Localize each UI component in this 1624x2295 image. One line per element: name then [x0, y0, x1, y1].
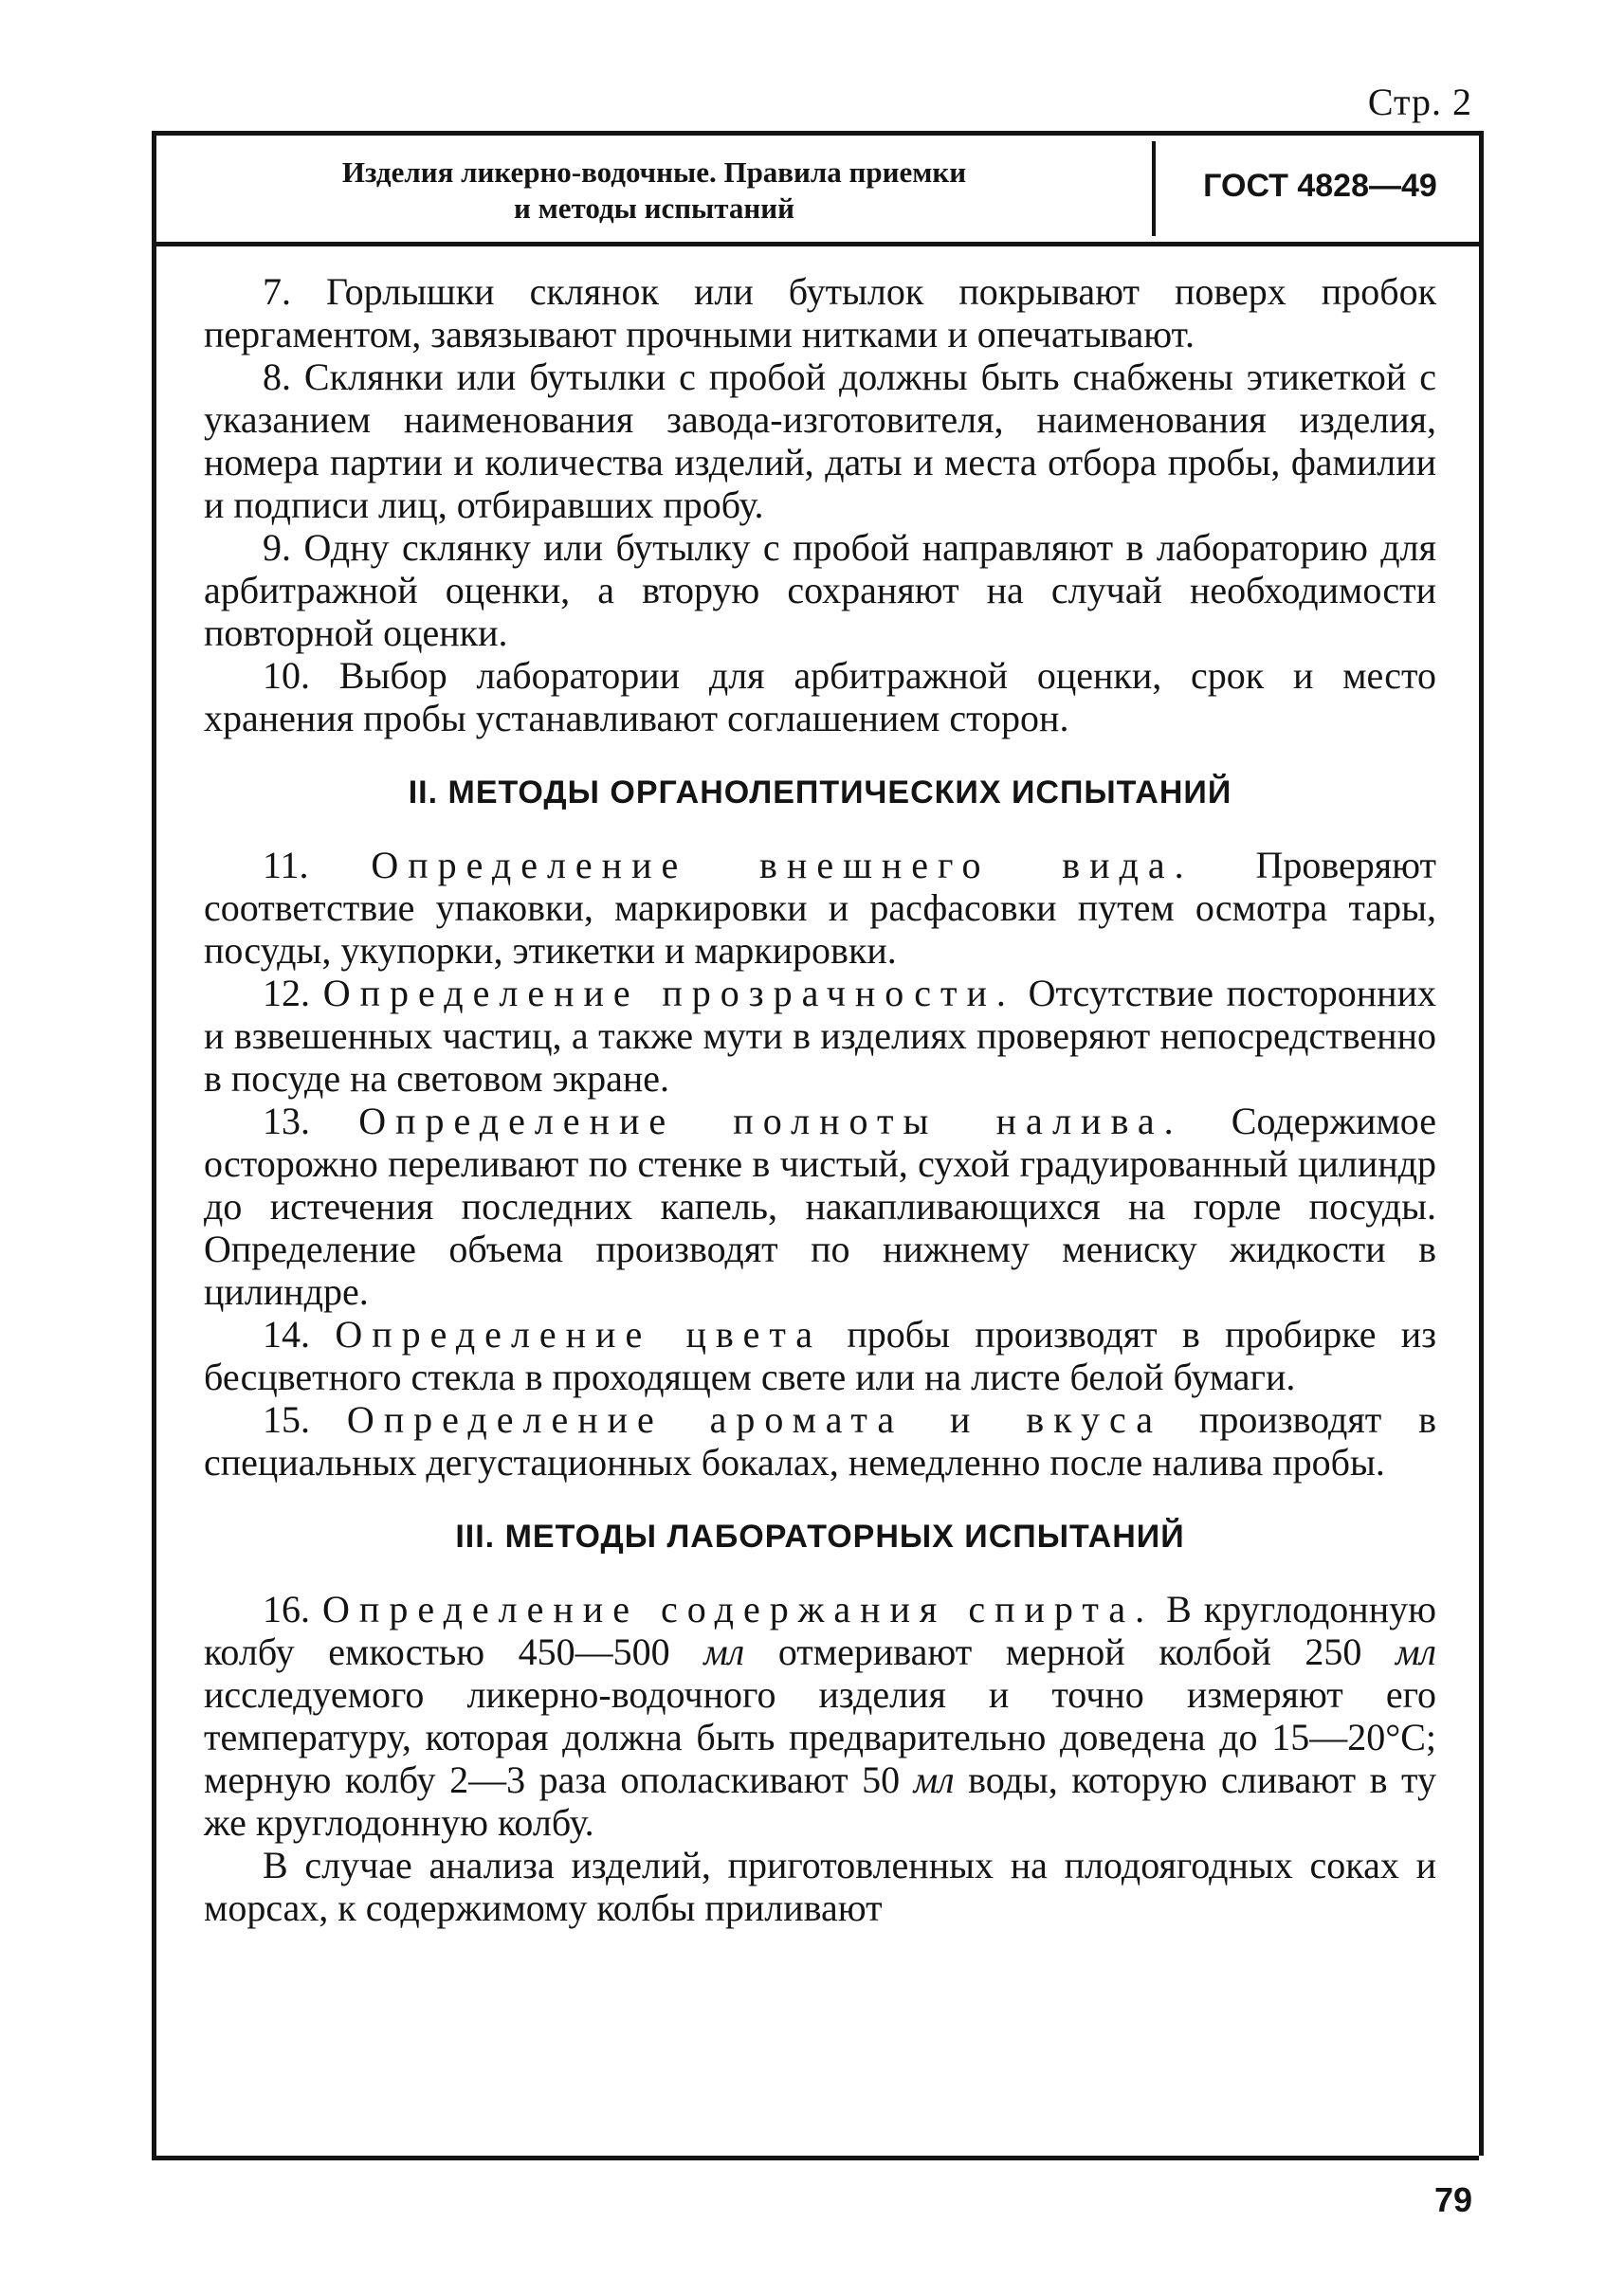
- paragraph-10: 10. Выбор лаборатории для арбитражной оценки, срок и место хранения пробы устанавливают соглашением сторон.: [204, 654, 1436, 739]
- paragraph-text: исследуемого ликерно-водочного изделия и точно измеряют его температуру, которая должна быть предварительно доведена до 15—20°С; мерную колбу 2—3 раза ополаскивают 50: [204, 1673, 1436, 1801]
- unit-ml: мл: [703, 1630, 745, 1673]
- paragraph-text: воды, которую сливают в ту же круглодонную колбу.: [204, 1758, 1437, 1844]
- paragraph-16: [204, 1588, 1436, 1844]
- paragraph-text: производят в специальных дегустационных бокалах, немедленно после налива пробы.: [204, 1398, 1436, 1484]
- paragraph-number: 16.: [263, 1588, 310, 1630]
- paragraph-13: [204, 1100, 1436, 1313]
- page-number: 79: [1433, 2180, 1472, 2219]
- paragraph-number: 11.: [263, 844, 309, 886]
- paragraph-text: Проверяют соответствие упаковки, маркировки и расфасовки путем осмотра тары, посуды, укупорки, этикетки и маркировки.: [204, 844, 1437, 972]
- paragraph-number: 14.: [263, 1313, 310, 1356]
- unit-ml: мл: [1396, 1630, 1436, 1673]
- unit-ml: мл: [913, 1758, 955, 1801]
- page-label: Стр. 2: [1367, 81, 1472, 123]
- paragraph-15: [204, 1398, 1436, 1484]
- paragraph-number: 13.: [263, 1100, 310, 1142]
- page-frame: [152, 131, 1484, 2156]
- paragraph-title: Определение прозрачности.: [322, 972, 1015, 1014]
- paragraph-number: 12.: [263, 972, 310, 1014]
- section-heading-laboratory: III. МЕТОДЫ ЛАБОРАТОРНЫХ ИСПЫТАНИЙ: [455, 1519, 1185, 1555]
- paragraph-8: 8. Склянки или бутылки с пробой должны быть снабжены этикеткой с указанием наименования завода-изготовителя, наименования изделия, номера партии и количества изделий, даты и места отбора пробы, фамилии и подписи лиц, отбиравших пробу.: [204, 355, 1436, 526]
- header-title-line1: Изделия ликерно-водочные. Правила приемки: [341, 155, 967, 189]
- header-title-line2: и методы испытаний: [514, 191, 794, 225]
- standard-code: ГОСТ 4828—49: [1203, 168, 1437, 204]
- paragraph-text: Содержимое осторожно переливают по стенке в чистый, сухой градуированный цилиндр до истечения последних капель, накапливающихся на горле посуды. Определение объема производят по нижнему мениску жидкости в цилиндре.: [204, 1100, 1437, 1313]
- paragraph-7: 7. Горлышки склянок или бутылок покрывают поверх пробок пергаментом, завязывают прочными нитками и опечатывают.: [204, 270, 1436, 355]
- paragraph-9: 9. Одну склянку или бутылку с пробой направляют в лабораторию для арбитражной оценки, а вторую сохраняют на случай необходимости повторной оценки.: [204, 526, 1436, 654]
- paragraph-text: пробы производят в пробирке из бесцветного стекла в проходящем свете или на листе белой бумаги.: [204, 1313, 1436, 1398]
- paragraph-number: 15.: [263, 1398, 310, 1441]
- paragraph-title: Определение цвета: [335, 1313, 823, 1356]
- paragraph-11: [204, 844, 1436, 972]
- paragraph-text: В круглодонную колбу емкостью 450—500: [204, 1588, 1437, 1673]
- paragraph-continued: В случае анализа изделий, приготовленных на плодоягодных соках и морсах, к содержимому колбы приливают: [204, 1844, 1436, 1929]
- paragraph-title: Определение содержания спирта.: [322, 1588, 1155, 1630]
- header-divider: [1152, 141, 1156, 236]
- document-body: [204, 270, 1436, 1929]
- paragraph-text: отмеривают мерной колбой 250: [744, 1630, 1396, 1673]
- paragraph-title: Определение полноты налива.: [358, 1100, 1183, 1142]
- document-header: [156, 131, 1479, 246]
- paragraph-title: Определение аромата и вкуса: [346, 1398, 1163, 1441]
- footer-rule: [152, 2156, 1479, 2160]
- paragraph-text: Отсутствие посторонних и взвешенных частиц, а также мути в изделиях проверяют непосредственно в посуде на световом экране.: [204, 972, 1436, 1100]
- paragraph-14: [204, 1313, 1436, 1398]
- paragraph-title: Определение внешнего вида.: [371, 844, 1194, 886]
- header-title: [156, 155, 1152, 227]
- section-heading-organoleptic: II. МЕТОДЫ ОРГАНОЛЕПТИЧЕСКИХ ИСПЫТАНИЙ: [408, 774, 1232, 811]
- paragraph-12: [204, 972, 1436, 1100]
